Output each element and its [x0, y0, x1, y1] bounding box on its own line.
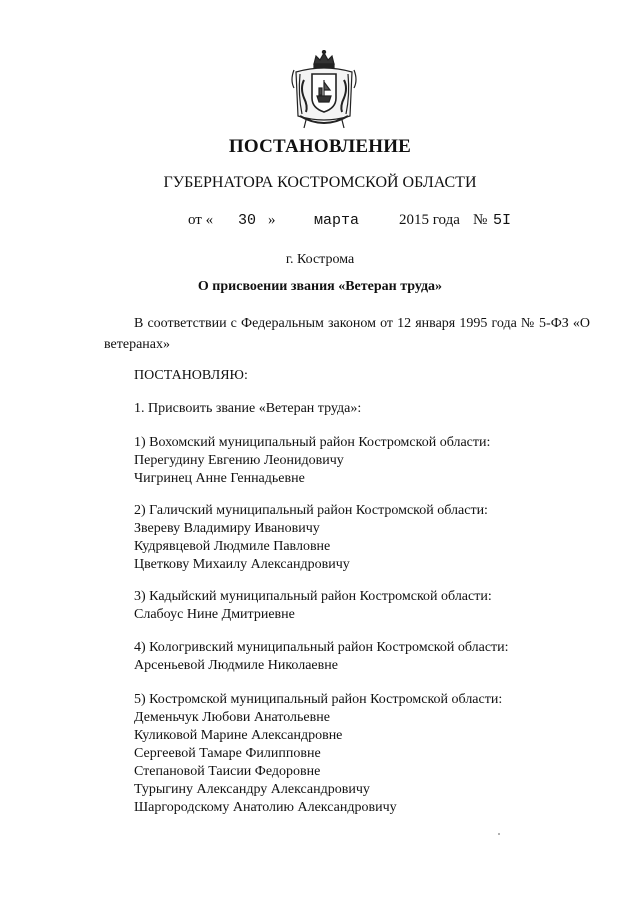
scan-speck — [498, 833, 500, 835]
person-name: Степановой Таисии Федоровне — [134, 764, 321, 779]
coat-of-arms-icon — [286, 50, 362, 132]
number-sign: № — [473, 212, 488, 228]
person-name: Сергеевой Тамаре Филипповне — [134, 746, 321, 761]
district-name: 3) Кадыйский муниципальный район Костромской области: — [134, 589, 492, 604]
coat-of-arms-emblem — [286, 50, 362, 132]
district-name: 4) Кологривский муниципальный район Костромской области: — [134, 640, 509, 655]
person-name: Арсеньевой Людмиле Николаевне — [134, 658, 338, 673]
date-prefix: от « — [188, 212, 214, 228]
decree-word: ПОСТАНОВЛЯЮ: — [134, 368, 248, 383]
document-title: ПОСТАНОВЛЕНИЕ — [228, 136, 412, 157]
date-year: 2015 года — [399, 212, 460, 228]
preamble-paragraph: В соответствии с Федеральным законом от 12 января 1995 года № 5-ФЗ «О ветеранах» — [104, 316, 590, 352]
person-name: Кудрявцевой Людмиле Павловне — [134, 539, 331, 554]
person-name: Цветкову Михаилу Александровичу — [134, 557, 350, 572]
person-name: Турыгину Александру Александровичу — [134, 782, 370, 797]
district-block — [134, 691, 502, 817]
person-name: Звереву Владимиру Ивановичу — [134, 521, 320, 536]
date-close-quote: » — [268, 212, 276, 228]
document-number: 5I — [493, 212, 512, 229]
date-month: марта — [314, 212, 360, 229]
person-name: Куликовой Марине Александровне — [134, 728, 343, 743]
person-name: Деменьчук Любови Анатольевне — [134, 710, 330, 725]
district-block — [134, 588, 492, 624]
district-name: 2) Галичский муниципальный район Костромской области: — [134, 503, 488, 518]
document-subtitle: ГУБЕРНАТОРА КОСТРОМСКОЙ ОБЛАСТИ — [163, 174, 477, 191]
person-name: Шаргородскому Анатолию Александровичу — [134, 800, 397, 815]
person-name: Слабоус Нине Дмитриевне — [134, 607, 295, 622]
document-heading: О присвоении звания «Ветеран труда» — [197, 279, 443, 294]
person-name: Чигринец Анне Геннадьевне — [134, 471, 305, 486]
district-block — [134, 502, 488, 574]
district-block — [134, 639, 509, 675]
date-day: 30 — [238, 212, 257, 229]
district-name: 5) Костромской муниципальный район Костромской области: — [134, 692, 503, 707]
district-block — [134, 434, 490, 488]
person-name: Перегудину Евгению Леонидовичу — [134, 453, 344, 468]
district-name: 1) Вохомский муниципальный район Костромской области: — [134, 435, 491, 450]
clause-1: 1. Присвоить звание «Ветеран труда»: — [134, 401, 362, 416]
city-line: г. Кострома — [285, 252, 355, 267]
